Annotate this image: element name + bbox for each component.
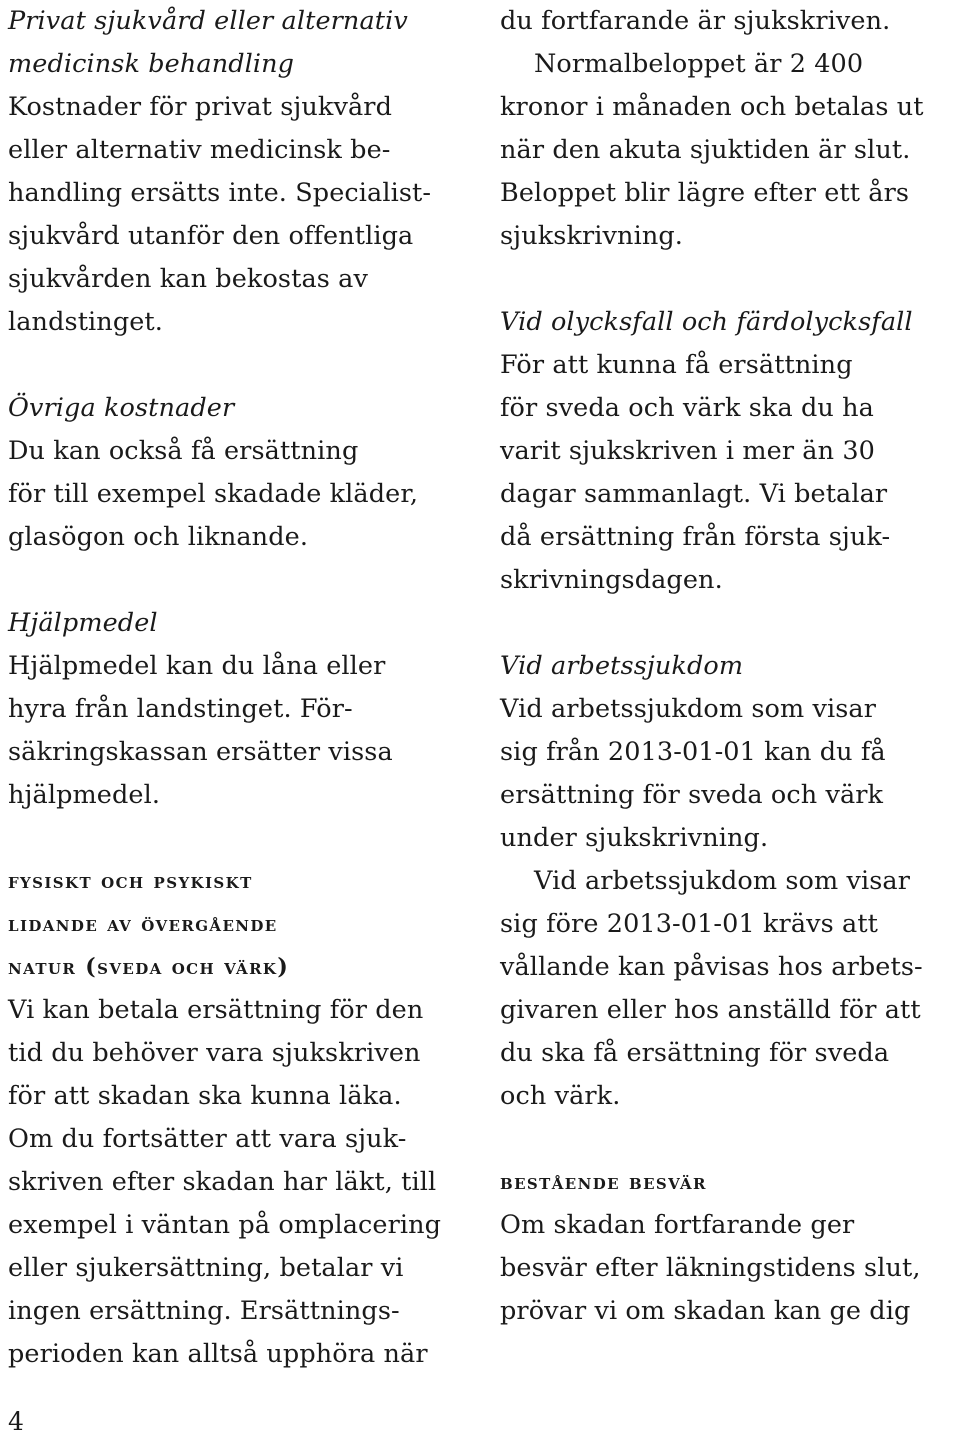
body-line: Vi kan betala ersättning för den [8,995,424,1025]
body-line: Normalbeloppet är 2 400 [534,49,864,79]
section-heading-bestaende: bestående besvär [500,1169,707,1195]
body-line: eller sjukersättning, betalar vi [8,1253,404,1283]
body-line: för till exempel skadade kläder, [8,479,419,509]
body-line: Kostnader för privat sjukvård [8,92,392,122]
section-heading-olycksfall: Vid olycksfall och färdolycksfall [500,307,913,337]
body-line: Vid arbetssjukdom som visar [534,866,910,896]
body-line: skriven efter skadan har läkt, till [8,1167,437,1197]
page-number: 4 [8,1407,24,1436]
body-line: sjukvården kan bekostas av [8,264,368,294]
body-line: sig från 2013-01-01 kan du få [500,737,886,767]
body-line: och värk. [500,1081,621,1111]
body-line: för att skadan ska kunna läka. [8,1081,402,1111]
paragraph-gap [8,559,468,602]
body-line: sjukvård utanför den offentliga [8,221,414,251]
paragraph-gap [8,344,468,387]
body-line: Om du fortsätter att vara sjuk- [8,1124,407,1154]
body-line: tid du behöver vara sjukskriven [8,1038,421,1068]
body-line: skrivningsdagen. [500,565,723,595]
body-line: ingen ersättning. Ersättnings- [8,1296,400,1326]
right-column [500,0,960,1333]
body-line: kronor i månaden och betalas ut [500,92,924,122]
body-line: Beloppet blir lägre efter ett års [500,178,910,208]
section-heading-privat: Privat sjukvård eller alternativ [8,6,408,36]
paragraph-gap [8,817,468,860]
section-heading-privat-cont: medicinsk behandling [8,49,295,79]
body-line: Du kan också få ersättning [8,436,359,466]
section-heading-lidande: lidande av övergående [8,911,278,937]
body-line: hyra från landstinget. För- [8,694,353,724]
paragraph-gap [500,602,960,645]
body-line: Hjälpmedel kan du låna eller [8,651,386,681]
body-line: sig före 2013-01-01 krävs att [500,909,879,939]
section-heading-arbetssjukdom: Vid arbetssjukdom [500,651,744,681]
body-line: dagar sammanlagt. Vi betalar [500,479,888,509]
body-line: glasögon och liknande. [8,522,309,552]
paragraph-gap [500,258,960,301]
body-line: perioden kan alltså upphöra när [8,1339,428,1369]
body-line: givaren eller hos anställd för att [500,995,921,1025]
section-heading-lidande: natur (sveda och värk) [8,954,290,980]
body-line: eller alternativ medicinsk be- [8,135,391,165]
body-line: varit sjukskriven i mer än 30 [500,436,875,466]
body-line: säkringskassan ersätter vissa [8,737,393,767]
body-line: handling ersätts inte. Specialist- [8,178,432,208]
body-line: hjälpmedel. [8,780,161,810]
body-line: ersättning för sveda och värk [500,780,884,810]
body-line: sjukskrivning. [500,221,683,251]
section-heading-ovriga: Övriga kostnader [8,393,235,423]
left-column [8,0,468,1376]
body-line: besvär efter läkningstidens slut, [500,1253,921,1283]
body-line: Om skadan fortfarande ger [500,1210,855,1240]
body-line: för sveda och värk ska du ha [500,393,874,423]
body-line: du ska få ersättning för sveda [500,1038,890,1068]
body-line: Vid arbetssjukdom som visar [500,694,876,724]
body-line: vållande kan påvisas hos arbets- [500,952,923,982]
body-line: under sjukskrivning. [500,823,769,853]
body-line: du fortfarande är sjukskriven. [500,6,891,36]
body-line: prövar vi om skadan kan ge dig [500,1296,911,1326]
section-heading-hjalpmedel: Hjälpmedel [8,608,158,638]
body-line: landstinget. [8,307,163,337]
body-line: när den akuta sjuktiden är slut. [500,135,911,165]
body-line: då ersättning från första sjuk- [500,522,891,552]
paragraph-gap [500,1118,960,1161]
section-heading-lidande: fysiskt och psykiskt [8,868,253,894]
body-line: För att kunna få ersättning [500,350,853,380]
body-line: exempel i väntan på omplacering [8,1210,442,1240]
